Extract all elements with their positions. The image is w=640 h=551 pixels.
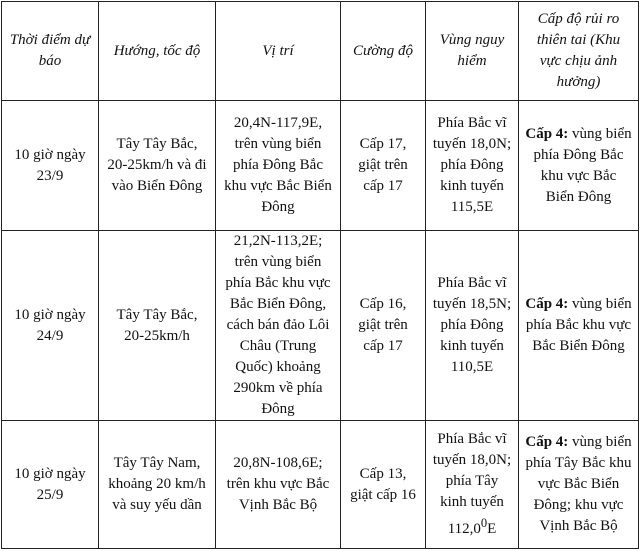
cell-intensity: Cấp 13, giật cấp 16 — [341, 421, 426, 549]
storm-forecast-table — [1, 1, 639, 549]
danger-zone-text: Phía Bắc vĩ tuyến 18,0N; phía Tây kinh tuyến 112,0 — [432, 431, 512, 537]
risk-area-text: vùng biển phía Bắc khu vực Bắc Biển Đông — [525, 296, 632, 354]
cell-direction: Tây Tây Bắc, 20-25km/h và đi vào Biển Đông — [99, 101, 216, 231]
header-risk-level: Cấp độ rủi ro thiên tai (Khu vực chịu ảnh hưởng) — [519, 2, 639, 101]
header-direction-speed: Hướng, tốc độ — [99, 2, 216, 101]
table-row — [2, 421, 639, 549]
cell-position: 20,8N-108,6E; trên khu vực Bắc Vịnh Bắc Bộ — [216, 421, 341, 549]
cell-risk — [519, 231, 639, 421]
cell-intensity: Cấp 17, giật trên cấp 17 — [341, 101, 426, 231]
risk-level-label: Cấp 4: — [525, 434, 569, 450]
header-position: Vị trí — [216, 2, 341, 101]
table-header-row — [2, 2, 639, 101]
cell-time: 10 giờ ngày 24/9 — [2, 231, 99, 421]
risk-level-label: Cấp 4: — [525, 125, 569, 142]
header-danger-zone: Vùng nguy hiểm — [426, 2, 519, 101]
degree-superscript: 0 — [480, 516, 488, 530]
cell-danger-zone: Phía Bắc vĩ tuyến 18,5N; phía Đông kinh tuyến 110,5E — [426, 231, 519, 421]
cell-time: 10 giờ ngày 23/9 — [2, 101, 99, 231]
cell-time: 10 giờ ngày 25/9 — [2, 421, 99, 549]
cell-danger-zone: Phía Bắc vĩ tuyến 18,0N; phía Đông kinh tuyến 115,5E — [426, 101, 519, 231]
header-intensity: Cường độ — [341, 2, 426, 101]
cell-risk — [519, 101, 639, 231]
danger-zone-unit: E — [487, 521, 497, 537]
cell-direction: Tây Tây Bắc, 20-25km/h — [99, 231, 216, 421]
cell-risk — [519, 421, 639, 549]
cell-position: 21,2N-113,2E; trên vùng biển phía Bắc khu vực Bắc Biển Đông, cách bán đảo Lôi Châu (Trung Quốc) khoảng 290km về phía Đông — [216, 231, 341, 421]
header-forecast-time: Thời điểm dự báo — [2, 2, 99, 101]
cell-direction: Tây Tây Nam, khoảng 20 km/h và suy yếu dần — [99, 421, 216, 549]
risk-level-label: Cấp 4: — [525, 296, 569, 312]
risk-area-text: vùng biển phía Tây Bắc khu vực Bắc Biển Đông; khu vực Vịnh Bắc Bộ — [525, 434, 632, 534]
risk-area-text: vùng biển phía Đông Bắc khu vực Bắc Biển Đông — [533, 125, 632, 205]
cell-intensity: Cấp 16, giật trên cấp 17 — [341, 231, 426, 421]
cell-position: 20,4N-117,9E, trên vùng biển phía Đông Bắc khu vực Bắc Biển Đông — [216, 101, 341, 231]
cell-danger-zone — [426, 421, 519, 549]
table-row — [2, 231, 639, 421]
table-row — [2, 101, 639, 231]
